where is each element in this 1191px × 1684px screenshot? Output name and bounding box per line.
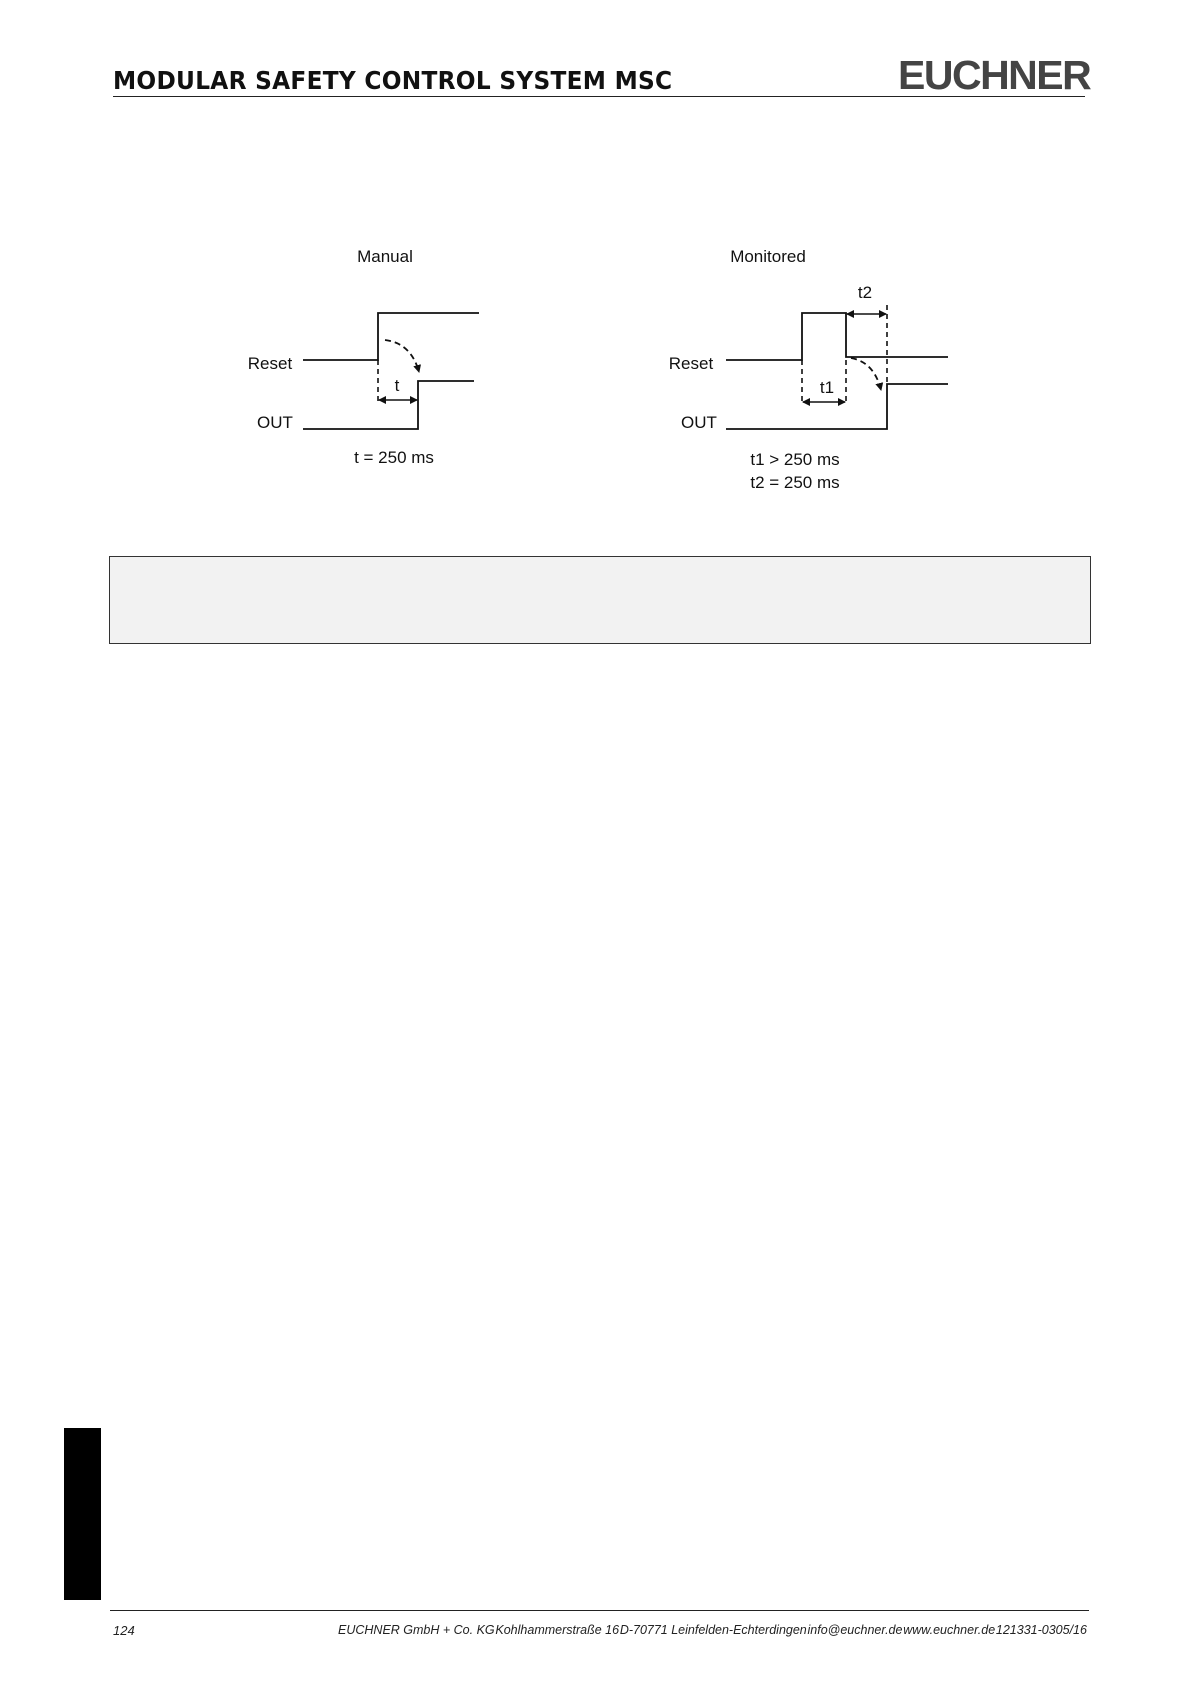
footer-email: info@euchner.de bbox=[807, 1623, 903, 1637]
manual-timing-note: t = 250 ms bbox=[354, 448, 434, 467]
manual-reset-waveform bbox=[303, 313, 479, 360]
monitored-diagram bbox=[669, 247, 948, 492]
monitored-note-t1: t1 > 250 ms bbox=[750, 450, 840, 469]
monitored-out-waveform bbox=[726, 384, 948, 429]
manual-causal-arrow bbox=[385, 340, 419, 372]
manual-diagram bbox=[248, 247, 479, 467]
side-tab-marker bbox=[64, 1428, 101, 1600]
footer-street: Kohlhammerstraße 16 bbox=[495, 1623, 620, 1637]
monitored-t1-label: t1 bbox=[819, 378, 835, 397]
monitored-reset-label: Reset bbox=[668, 354, 714, 373]
footer-website: www.euchner.de bbox=[903, 1623, 996, 1637]
timing-diagram bbox=[0, 0, 1191, 520]
manual-interval-label: t bbox=[394, 376, 400, 395]
footer-doc-number: 121331-0305/16 bbox=[995, 1623, 1087, 1637]
monitored-reset-waveform bbox=[726, 313, 948, 360]
euchner-logo: EUCHNER bbox=[898, 52, 1091, 98]
note-box bbox=[109, 556, 1091, 644]
manual-out-label: OUT bbox=[257, 413, 293, 432]
page-title: MODULAR SAFETY CONTROL SYSTEM MSC bbox=[113, 66, 673, 95]
monitored-t2-label: t2 bbox=[857, 283, 873, 302]
manual-title: Manual bbox=[357, 247, 413, 266]
page-number: 124 bbox=[113, 1623, 135, 1638]
manual-reset-label: Reset bbox=[247, 354, 293, 373]
monitored-causal-arrow bbox=[851, 358, 881, 390]
monitored-out-label: OUT bbox=[681, 413, 717, 432]
footer-company: EUCHNER GmbH + Co. KG bbox=[338, 1623, 495, 1637]
footer-contact bbox=[338, 1623, 1087, 1637]
footer-rule bbox=[110, 1610, 1089, 1611]
manual-out-waveform bbox=[303, 381, 474, 429]
monitored-note-t2: t2 = 250 ms bbox=[750, 473, 840, 492]
footer-city: D-70771 Leinfelden-Echterdingen bbox=[619, 1623, 807, 1637]
monitored-title: Monitored bbox=[730, 247, 806, 266]
